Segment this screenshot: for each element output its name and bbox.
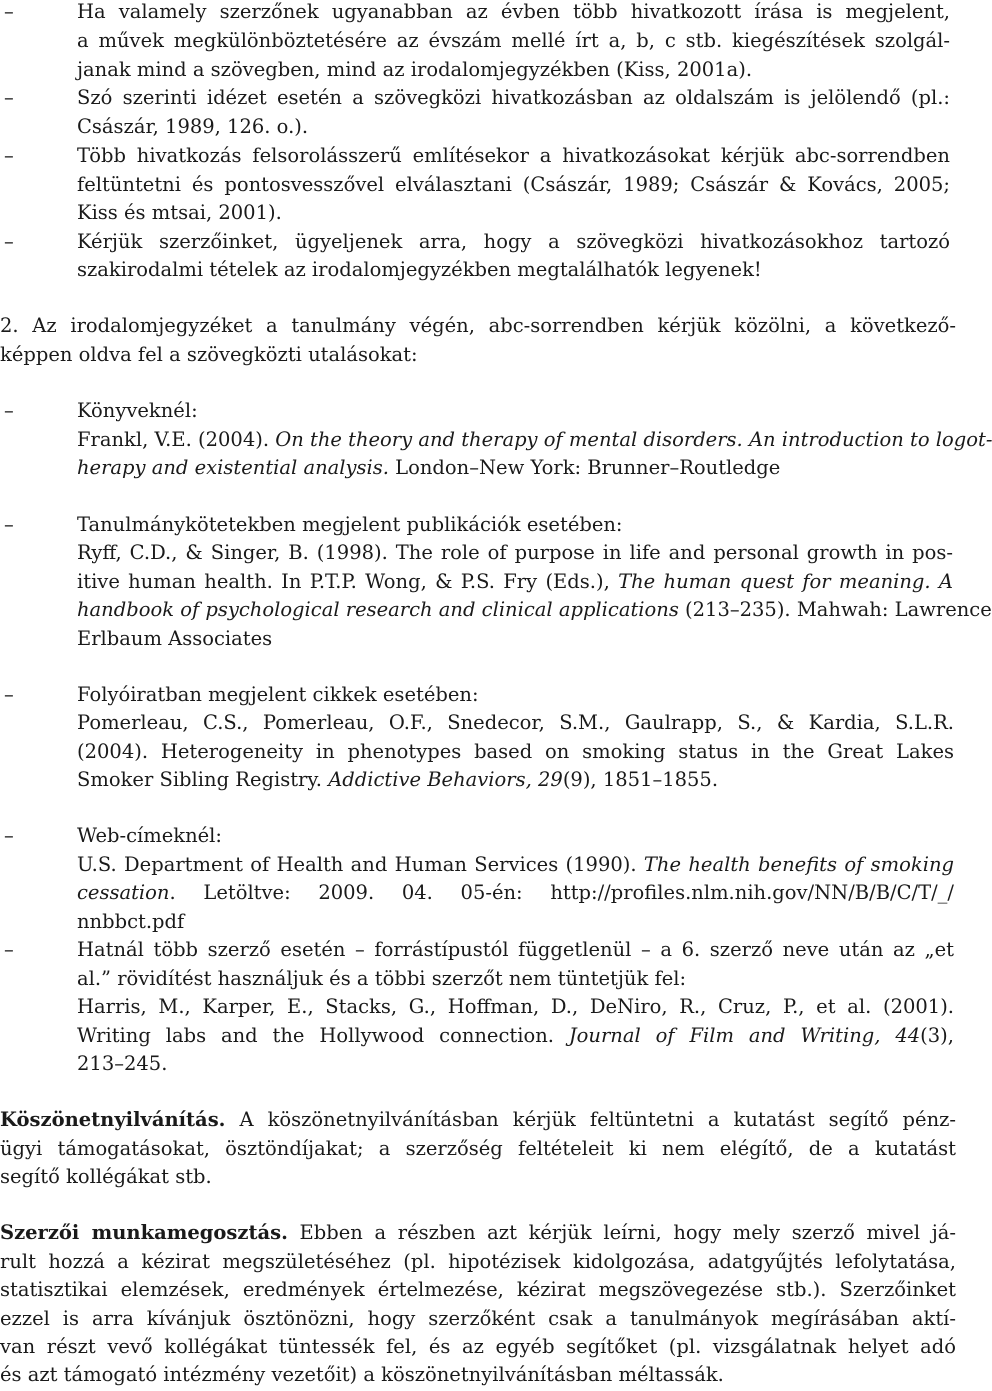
bullet-dash: – [4,938,14,961]
acknowledgements-line-2: ügyi támogatásokat, ösztöndíjakat; a szerzőség feltételeit ki nem elégítő, de a kutatást [0,1137,956,1160]
section-2-line-2: képpen oldva fel a szövegközti utalásokat: [0,343,418,366]
bullet-dash: – [4,86,14,109]
bullet-4-line-1: Kérjük szerzőinket, ügyeljenek arra, hogy a szövegközi hivatkozásokhoz tartozó [77,230,950,253]
bullet-4-line-2: szakirodalmi tételek az irodalomjegyzékben megtalálhatók legyenek! [77,258,762,281]
bullet-1-line-3: janak mind a szövegben, mind az irodalomjegyzékben (Kiss, 2001a). [77,58,753,81]
chapters-example-line-3: handbook of psychological research and clinical applications (213–235). Mahwah: Lawrence [77,598,992,621]
acknowledgements-line-3: segítő kollégákat stb. [0,1165,212,1188]
six-authors-line-5: 213–245. [77,1052,168,1075]
contributions-line-4: ezzel is arra kívánjuk ösztönözni, hogy szerzőként csak a tanulmányok megírásában aktí- [0,1307,956,1330]
bullet-2-line-2: Császár, 1989, 126. o.). [77,115,309,138]
contributions-line-1: Szerzői munkamegosztás. Ebben a részben azt kérjük leírni, hogy mely szerző mivel já- [0,1221,957,1244]
contributions-line-6: és azt támogató intézmény vezetőit) a köszönetnyilvánításban méltassák. [0,1363,724,1386]
bullet-3-line-3: Kiss és mtsai, 2001). [77,201,282,224]
chapters-example-line-2: itive human health. In P.T.P. Wong, & P.S. Fry (Eds.), The human quest for meaning. A [77,570,953,593]
web-example-line-1: U.S. Department of Health and Human Services (1990). The health benefits of smoking [77,853,954,876]
contributions-line-2: rult hozzá a kézirat megszületéséhez (pl. hipotézisek kidolgozása, adatgyűjtés lefolytatása, [0,1250,956,1273]
contributions-line-5: van részt vevő kollégákat tüntessék fel, és az egyéb segítőket (pl. vizsgálatnak helyet adó [0,1335,956,1358]
chapters-heading: Tanulmánykötetekben megjelent publikációk esetében: [77,513,623,536]
chapters-example-line-1: Ryff, C.D., & Singer, B. (1998). The role of purpose in life and personal growth in pos- [77,541,953,564]
articles-heading: Folyóiratban megjelent cikkek esetében: [77,683,479,706]
bullet-dash: – [4,0,14,23]
six-authors-line-3: Harris, M., Karper, E., Stacks, G., Hoffman, D., DeNiro, R., Cruz, P., et al. (2001). [77,995,954,1018]
articles-example-line-2: (2004). Heterogeneity in phenotypes based on smoking status in the Great Lakes [77,740,954,763]
books-example-line-2: herapy and existential analysis. London–New York: Brunner–Routledge [77,456,781,479]
six-authors-line-4: Writing labs and the Hollywood connection. Journal of Film and Writing, 44(3), [77,1024,954,1047]
bullet-dash: – [4,513,14,536]
web-heading: Web-címeknél: [77,824,222,847]
bullet-dash: – [4,144,14,167]
bullet-dash: – [4,824,14,847]
bullet-3-line-2: feltüntetni és pontosvesszővel elválasztani (Császár, 1989; Császár & Kovács, 2005; [77,173,950,196]
bullet-dash: – [4,683,14,706]
articles-example-line-3: Smoker Sibling Registry. Addictive Behaviors, 29(9), 1851–1855. [77,768,719,791]
web-example-line-3: nnbbct.pdf [77,910,185,933]
six-authors-line-1: Hatnál több szerző esetén – forrástípustól függetlenül – a 6. szerző neve után az „et [77,938,954,961]
bullet-3-line-1: Több hivatkozás felsorolásszerű említésekor a hivatkozásokat kérjük abc-sorrendben [77,144,950,167]
bullet-2-line-1: Szó szerinti idézet esetén a szövegközi hivatkozásban az oldalszám is jelölendő (pl.: [77,86,950,109]
acknowledgements-title: Köszönetnyilvánítás. [0,1108,226,1131]
contributions-title: Szerzői munkamegosztás. [0,1221,288,1244]
six-authors-line-2: al.” rövidítést használjuk és a többi szerzőt nem tüntetjük fel: [77,967,687,990]
books-heading: Könyveknél: [77,399,198,422]
chapters-example-line-4: Erlbaum Associates [77,627,273,650]
acknowledgements-line-1: Köszönetnyilvánítás. A köszönetnyilvánításban kérjük feltüntetni a kutatást segítő pénz- [0,1108,956,1131]
section-2-line-1: 2. Az irodalomjegyzéket a tanulmány végén, abc-sorrendben kérjük közölni, a következő- [0,314,956,337]
bullet-1-line-2: a művek megkülönböztetésére az évszám mellé írt a, b, c stb. kiegészítések szolgál- [77,29,950,52]
books-example-line-1: Frankl, V.E. (2004). On the theory and therapy of mental disorders. An introduction to logot- [77,428,992,451]
bullet-dash: – [4,230,14,253]
bullet-1-line-1: Ha valamely szerzőnek ugyanabban az évben több hivatkozott írása is megjelent, [77,0,950,23]
articles-example-line-1: Pomerleau, C.S., Pomerleau, O.F., Snedecor, S.M., Gaulrapp, S., & Kardia, S.L.R. [77,711,954,734]
web-example-line-2: cessation. Letöltve: 2009. 04. 05-én: http://profiles.nlm.nih.gov/NN/B/B/C/T/_/ [77,881,954,904]
bullet-dash: – [4,399,14,422]
contributions-line-3: statisztikai elemzések, eredmények értelmezése, kézirat megszövegezése stb.). Szerzőinket [0,1278,956,1301]
